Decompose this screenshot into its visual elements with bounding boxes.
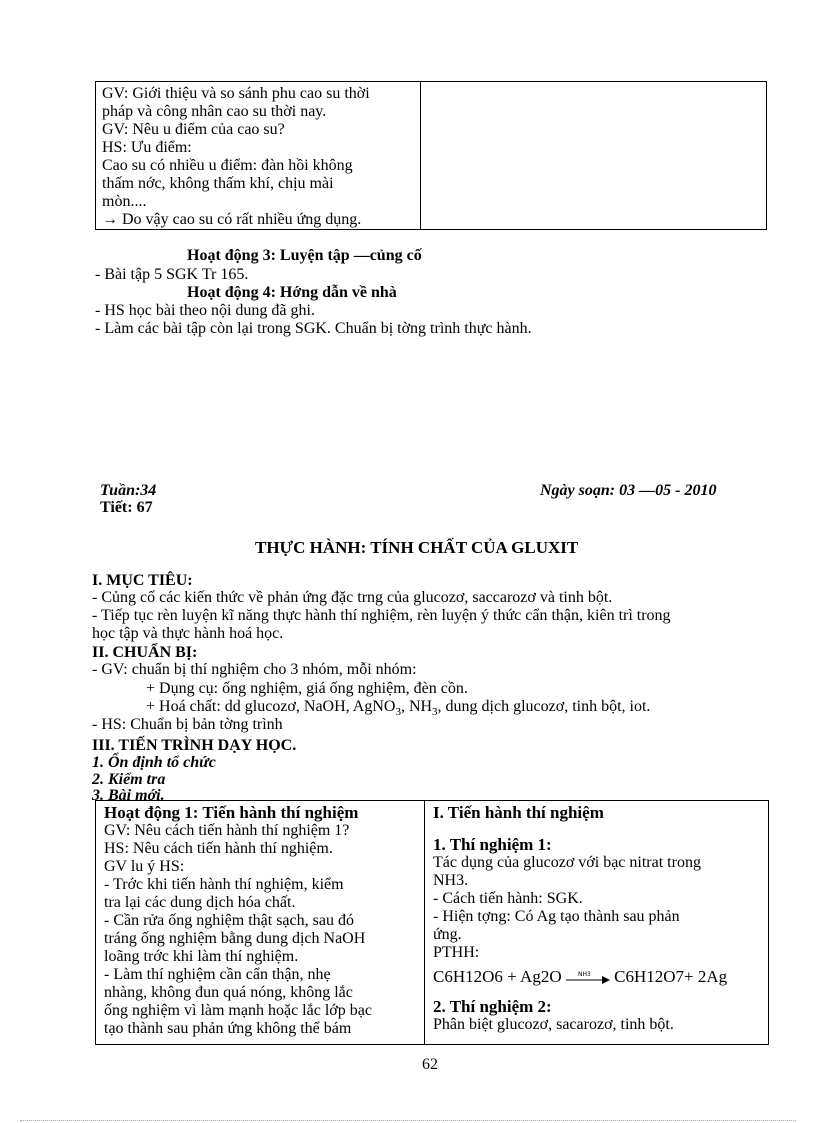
left-cell-title: Hoạt động 1: Tiến hành thí nghiệm	[104, 803, 359, 822]
cell-line: HS: Nêu cách tiến hành thí nghiệm.	[104, 840, 333, 857]
cell-line: Cao su có nhiều u điểm: đàn hồi không	[102, 157, 353, 174]
equation	[433, 968, 760, 986]
cell-line: tạo thành sau phản ứng không thể bám	[104, 1020, 352, 1037]
reaction-arrow-icon	[566, 971, 610, 985]
lesson-label: Tiết: 67	[100, 499, 153, 516]
section3-item: 3. Bài mới.	[92, 787, 165, 804]
section1-line: - Tiếp tục rèn luyện kĩ năng thực hành thí nghiệm, rèn luyện ý thức cẩn thận, kiên trì trong	[92, 607, 671, 624]
cell-line: Phân biệt glucozơ, sacarozơ, tinh bột.	[433, 1016, 674, 1033]
cell-line: - Làm thí nghiệm cần cẩn thận, nhẹ	[104, 966, 331, 983]
cell-line: → Do vậy cao su có rất nhiều ứng dụng.	[102, 211, 362, 228]
section2-tools: + Dụng cụ: ống nghiệm, giá ống nghiệm, đèn cồn.	[146, 680, 468, 697]
cell-line: tráng ống nghiệm bằng dung dịch NaOH	[104, 930, 366, 947]
hd4-line: - Làm các bài tập còn lại trong SGK. Chuẩn bị tờng trình thực hành.	[95, 320, 532, 337]
top-table-right-cell	[421, 82, 767, 230]
page-title: THỰC HÀNH: TÍNH CHẤT CỦA GLUXIT	[255, 538, 579, 557]
equation-right: C6H12O7+ 2Ag	[614, 967, 728, 986]
cell-line: GV lu ý HS:	[104, 858, 185, 875]
cell-line: - Cách tiến hành: SGK.	[433, 890, 583, 907]
cell-line: GV: Giới thiệu và so sánh phu cao su thời	[102, 85, 370, 102]
cell-line: NH3.	[433, 872, 469, 889]
chem-sub: 3	[432, 706, 438, 719]
cell-line: HS: Ưu điểm:	[102, 139, 192, 156]
cell-line: GV: Nêu cách tiến hành thí nghiệm 1?	[104, 822, 350, 839]
section3-item: 1. Ổn định tổ chức	[92, 754, 216, 771]
equation-left: C6H12O6 + Ag2O	[433, 967, 562, 986]
section2-gv: - GV: chuẩn bị thí nghiệm cho 3 nhóm, mỗi nhóm:	[92, 661, 417, 678]
section2-heading: II. CHUẨN BỊ:	[92, 644, 198, 661]
top-table	[95, 81, 767, 230]
week-label: Tuần:34	[100, 482, 157, 499]
section2-hs: - HS: Chuẩn bị bản tờng trình	[92, 716, 283, 733]
cell-line: GV: Nêu u điểm của cao su?	[102, 121, 285, 138]
cell-line: tra lại các dung dịch hóa chất.	[104, 894, 296, 911]
hd4-line: - HS học bài theo nội dung đã ghi.	[95, 302, 315, 319]
page-number: 62	[422, 1056, 438, 1073]
cell-line: - Hiện tợng: Có Ag tạo thành sau phản	[433, 908, 680, 925]
chem-prefix: + Hoá chất: dd glucozơ, NaOH, AgNO	[146, 698, 396, 715]
cell-line: pháp và công nhân cao su thời nay.	[102, 103, 327, 120]
exp2-title: 2. Thí nghiệm 2:	[433, 997, 552, 1016]
bottom-table-left-cell	[96, 801, 425, 1045]
cell-line: ứng.	[433, 926, 462, 943]
date-label: Ngày soạn: 03 —05 - 2010	[540, 482, 717, 499]
bottom-table	[95, 800, 769, 1045]
hd3-line: - Bài tập 5 SGK Tr 165.	[95, 266, 249, 283]
cell-line: - Cần rửa ống nghiệm thật sạch, sau đó	[104, 912, 354, 929]
cell-line: mòn....	[102, 193, 147, 210]
chem-suffix: , dung dịch glucozơ, tinh bột, iot.	[437, 698, 651, 715]
right-cell-title: I. Tiến hành thí nghiệm	[433, 803, 604, 822]
exp1-title: 1. Thí nghiệm 1:	[433, 835, 552, 854]
bottom-table-right-cell	[425, 801, 769, 1045]
cell-line: loãng trớc khi làm thí nghiệm.	[104, 948, 299, 965]
section1-heading: I. MỤC TIÊU:	[92, 572, 193, 589]
section3-heading: III. TIẾN TRÌNH DẠY HỌC.	[92, 737, 297, 754]
arrow-label: NH3	[577, 971, 591, 979]
cell-line: - Trớc khi tiến hành thí nghiệm, kiểm	[104, 876, 344, 893]
section3-item: 2. Kiểm tra	[92, 771, 166, 788]
cell-line: thấm nớc, không thấm khí, chịu mài	[102, 175, 334, 192]
section1-line: học tập và thực hành hoá học.	[92, 625, 284, 642]
section1-line: - Củng cố các kiến thức về phản ứng đặc trng của glucozơ, saccarozơ và tinh bột.	[92, 589, 613, 606]
hd4-title: Hoạt động 4: Hớng dẫn về nhà	[187, 284, 397, 301]
cell-line: nhàng, không đun quá nóng, không lắc	[104, 984, 353, 1001]
chem-mid: , NH	[400, 698, 433, 715]
hd3-title: Hoạt động 3: Luyện tập —củng cố	[187, 247, 422, 264]
top-table-left-cell	[96, 82, 421, 230]
footer-divider	[20, 1120, 796, 1121]
cell-line: ống nghiệm vì làm mạnh hoặc lắc lớp bạc	[104, 1002, 372, 1019]
cell-line: PTHH:	[433, 944, 480, 961]
chem-sub: 3	[395, 706, 401, 719]
cell-line: Tác dụng của glucozơ với bạc nitrat trong	[433, 854, 701, 871]
